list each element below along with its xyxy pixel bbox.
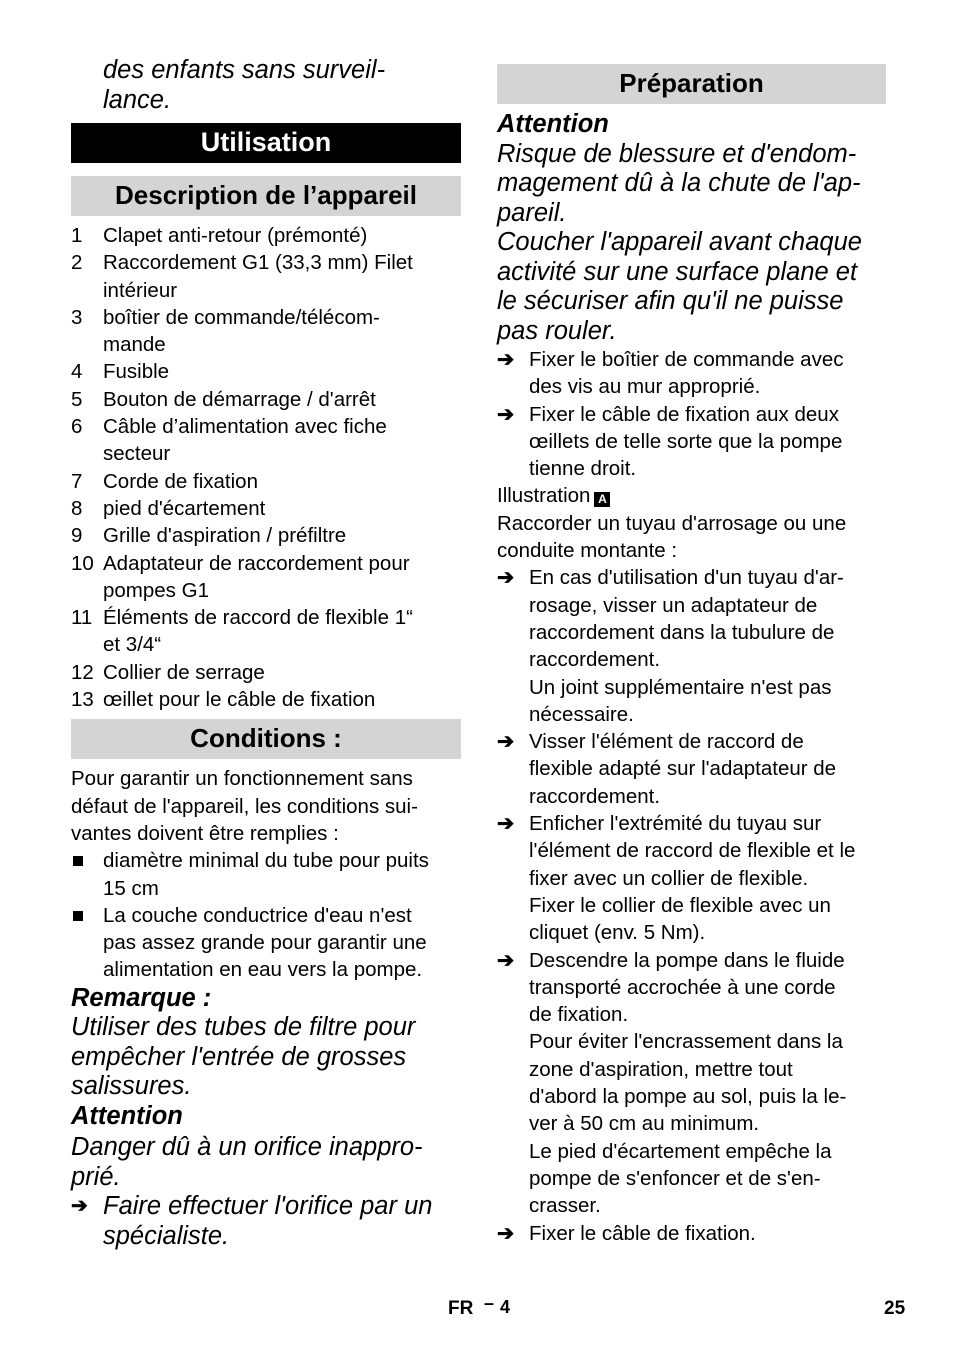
heading-preparation: Préparation xyxy=(497,64,886,104)
arrow-right-icon: ➔ xyxy=(497,348,515,371)
item-text: boîtier de commande/télécom- mande xyxy=(103,305,380,357)
list-item xyxy=(71,550,461,605)
attention-step-left xyxy=(71,1192,461,1251)
item-text: Visser l'élément de raccord de flexible adapté sur l'adaptateur de raccordement. xyxy=(529,730,837,808)
list-item xyxy=(497,947,886,1220)
item-text: Fixer le câble de fixation aux deux œillets de telle sorte que la pompe tienne droit. xyxy=(529,402,843,481)
square-bullet-icon xyxy=(71,847,103,902)
item-text: Grille d'aspiration / préfiltre xyxy=(103,524,347,548)
list-item xyxy=(71,249,461,304)
arrow-right-icon: ➔ xyxy=(497,730,515,754)
list-item xyxy=(497,564,886,728)
heading-description: Description de l’appareil xyxy=(71,176,461,216)
list-item xyxy=(71,686,461,713)
item-text: Éléments de raccord de flexible 1“ et 3/4“ xyxy=(103,606,413,657)
page-number: 25 xyxy=(884,1298,906,1319)
list-item xyxy=(71,604,461,659)
item-number: 12 xyxy=(71,660,94,684)
remark-label: Remarque : xyxy=(71,983,212,1012)
list-item xyxy=(497,346,886,401)
item-text: pied d'écartement xyxy=(103,496,266,520)
conditions-intro: Pour garantir un fonctionnement sans défaut de l'appareil, les conditions sui- vantes doivent être remplies : xyxy=(71,767,418,845)
item-number: 11 xyxy=(71,606,93,630)
attention-label-right: Attention xyxy=(497,110,609,138)
section-title-utilisation: Utilisation xyxy=(71,123,461,163)
arrow-right-icon: ➔ xyxy=(497,948,515,972)
heading-conditions: Conditions : xyxy=(71,719,461,759)
list-item xyxy=(71,902,461,984)
item-number: 10 xyxy=(71,551,94,575)
item-text: Câble d’alimentation avec fiche secteur xyxy=(103,415,387,466)
list-item xyxy=(71,222,461,249)
arrow-right-icon: ➔ xyxy=(497,402,515,426)
list-item xyxy=(71,847,461,902)
item-text: diamètre minimal du tube pour puits 15 cm xyxy=(103,849,429,900)
arrow-right-icon: ➔ xyxy=(497,812,515,836)
list-item xyxy=(71,413,461,468)
item-text: Clapet anti-retour (prémonté) xyxy=(103,224,368,247)
attention-text-left: Danger dû à un orifice inappro- prié. xyxy=(71,1133,423,1191)
item-text: Fixer le câble de fixation. xyxy=(529,1221,756,1245)
item-text: Fusible xyxy=(103,360,170,384)
item-text: Adaptateur de raccordement pour pompes G1 xyxy=(103,551,410,602)
item-number: 6 xyxy=(71,415,83,439)
item-number: 2 xyxy=(71,251,83,275)
item-number: 3 xyxy=(71,305,83,329)
arrow-right-icon: ➔ xyxy=(497,566,515,590)
item-number: 1 xyxy=(71,224,83,247)
list-item xyxy=(71,522,461,549)
list-item xyxy=(71,358,461,385)
illustration-ref: Illustration A xyxy=(497,482,886,509)
list-item xyxy=(71,304,461,359)
list-item xyxy=(71,468,461,495)
list-item xyxy=(497,728,886,810)
item-text: Fixer le boîtier de commande avec des vis au mur approprié. xyxy=(529,348,844,399)
item-text: Raccordement G1 (33,3 mm) Filet intérieur xyxy=(103,251,413,302)
item-text: Descendre la pompe dans le fluide transporté accrochée à une corde de fixation. Pour éviter l'encrassement dans la zone d'aspiration, mettre tout d'abord la pompe au sol, puis la le- ver à 50 cm au minimum. Le pied d'écartement empêche la pompe de s'enfoncer et de s'en- crasser. xyxy=(529,948,847,1218)
figure-reference-icon: A xyxy=(594,492,610,507)
remark-text: Utiliser des tubes de filtre pour empêcher l'entrée de grosses salissures. xyxy=(71,1013,416,1101)
item-number: 8 xyxy=(71,496,83,520)
item-number: 4 xyxy=(71,360,83,384)
intro-text: des enfants sans surveil- lance. xyxy=(103,56,386,114)
list-item xyxy=(71,386,461,413)
description-list xyxy=(71,222,461,713)
item-text: La couche conductrice d'eau n'est pas assez grande pour garantir une alimentation en eau vers la pompe. xyxy=(103,903,427,982)
item-text: Bouton de démarrage / d'arrêt xyxy=(103,387,376,411)
item-number: 13 xyxy=(71,688,94,712)
item-number: 5 xyxy=(71,387,83,411)
arrow-right-icon: ➔ xyxy=(497,1221,515,1245)
footer-dash: – xyxy=(484,1293,495,1313)
list-item xyxy=(497,401,886,483)
list-item xyxy=(71,495,461,522)
item-number: 7 xyxy=(71,469,83,493)
steps-list-b xyxy=(497,564,886,1246)
item-number: 9 xyxy=(71,524,83,548)
item-text: œillet pour le câble de fixation xyxy=(103,688,376,712)
arrow-right-icon: ➔ xyxy=(71,1195,88,1218)
square-bullet-icon xyxy=(71,902,103,984)
right-column xyxy=(497,64,886,1247)
conditions-bullets xyxy=(71,847,461,983)
list-item xyxy=(71,659,461,686)
attention-text-right: Risque de blessure et d'endom- magement dû à la chute de l'ap- pareil. Coucher l'appareil avant chaque activité sur une surface plane et le sécuriser afin qu'il ne puisse pas rouler. xyxy=(497,139,862,345)
list-item: ➔ Faire effectuer l'orifice par un spécialiste. xyxy=(71,1192,433,1250)
left-column xyxy=(71,56,461,1251)
attention-label-left: Attention xyxy=(71,1101,183,1130)
connect-text: Raccorder un tuyau d'arrosage ou une conduite montante : xyxy=(497,511,847,563)
item-text: Corde de fixation xyxy=(103,469,258,493)
footer-language: FR xyxy=(448,1298,474,1319)
item-text: Collier de serrage xyxy=(103,660,265,684)
steps-list-a xyxy=(497,346,886,482)
item-text: En cas d'utilisation d'un tuyau d'ar- rosage, visser un adaptateur de raccordement dans la tubulure de raccordement. Un joint supplémentaire n'est pas nécessaire. xyxy=(529,566,844,726)
footer-section-page: 4 xyxy=(500,1297,511,1317)
list-item xyxy=(497,1220,886,1247)
item-text: Enficher l'extrémité du tuyau sur l'élément de raccord de flexible et le fixer avec un collier de flexible. Fixer le collier de flexible avec un cliquet (env. 5 Nm). xyxy=(529,812,856,945)
list-item xyxy=(497,810,886,946)
